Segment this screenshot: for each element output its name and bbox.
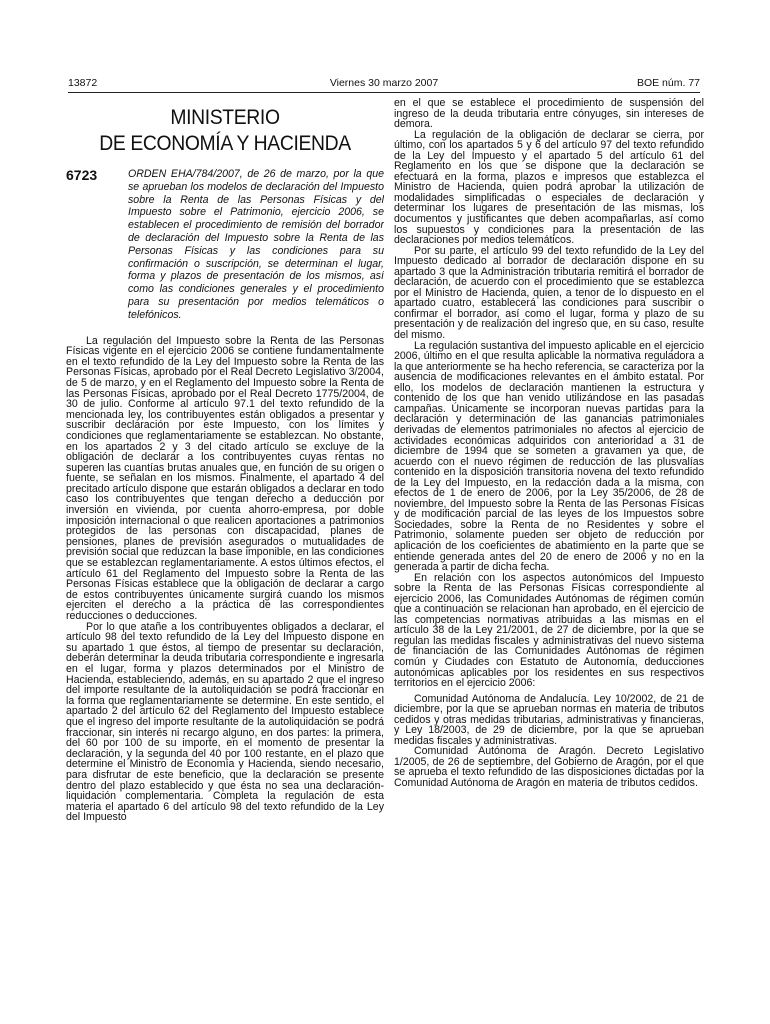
issue-date: Viernes 30 marzo 2007 [329,77,439,89]
right-column [394,98,704,998]
body-paragraph: Comunidad Autónoma de Andalucía. Ley 10/2002, de 21 de diciembre, por la que se aprueban normas en materia de tributos cedidos y otras medidas tributarias, administrativas y financieras, y Ley 18/2003, de 29 de diciembre, por la que se aprueban medidas fiscales y administrativas. [394,692,704,747]
body-paragraph: Por su parte, el artículo 99 del texto refundido de la Ley del Impuesto dedicado al borrador de declaración dispone en su apartado 3 que la Administración tributaria remitirá el borrador de declaración, de acuerdo con el procedimiento que se establezca por el Ministro de Hacienda, quien, a tenor de lo dispuesto en el apartado cuatro, establecerá las condiciones para suscribir o confirmar el borrador, así como el lugar, forma y plazo de su presentación y de realización del ingreso que, en su caso, resulte del mismo. [394,244,704,342]
page-number: 13872 [68,77,98,89]
body-paragraph: La regulación de la obligación de declarar se cierra, por último, con los apartados 5 y 6 del artículo 97 del texto refundido de la Ley del Impuesto y el apartado 5 del artículo 61 del Reglamento en los que se dispone que la declaración se efectuará en la forma, plazos e impresos que establezca el Ministro de Hacienda, quien podrá aprobar la utilización de modalidades simplificadas o especiales de declaración y determinar los lugares de presentación de las mismas, los documentos y justificantes que deben acompañarlas, así como los supuestos y condiciones para la presentación de las declaraciones por medios telemáticos. [394,128,704,247]
order-number: 6723 [66,167,98,183]
ministry-line-2: DE ECONOMÍA Y HACIENDA [99,131,351,155]
order-title: ORDEN EHA/784/2007, de 26 de marzo, por la que se aprueban los modelos de declaración del Impuesto sobre la Renta de las Personas Físicas y del Impuesto sobre el Patrimonio, ejercicio 2006, se establecen el procedimiento de remisión del borrador de declaración del Impuesto sobre la Renta de las Personas Físicas y las condiciones para su confirmación o suscripción, se determinan el lugar, forma y plazos de presentación de los mismos, así como las condiciones generales y el procedimiento para su presentación por medios telemáticos o telefónicos. [128,168,384,321]
ministry-line-1: MINISTERIO [170,105,280,129]
order-block [66,168,384,322]
left-column [66,98,384,998]
page-header [68,76,700,90]
body-paragraph: Comunidad Autónoma de Aragón. Decreto Legislativo 1/2005, de 26 de septiembre, del Gobierno de Aragón, por el que se aprueba el texto refundido de las disposiciones dictadas por la Comunidad Autónoma de Aragón en materia de tributos cedidos. [394,745,704,789]
header-rule [68,92,700,93]
body-paragraph: La regulación sustantiva del impuesto aplicable en el ejercicio 2006, último en el que resulta aplicable la normativa reguladora a la que anteriormente se ha hecho referencia, se caracteriza por la ausencia de modificaciones relevantes en el ámbito estatal. Por ello, los modelos de declaración mantienen la estructura y contenido de los que han venido utilizándose en las pasadas campañas. Únicamente se incorporan nuevas partidas para la declaración y determinación de las ganancias patrimoniales derivadas de elementos patrimoniales no afectos al ejercicio de actividades económicas adquiridos con anterioridad a 31 de diciembre de 1994 que se someten a gravamen ya que, de acuerdo con el nuevo régimen de reducción de las plusvalías contenido en la disposición transitoria novena del texto refundido de la Ley del Impuesto, en la redacción dada a la misma, con efectos de 1 de enero de 2006, por la Ley 35/2006, de 28 de noviembre, del Impuesto sobre la Renta de las Personas Físicas y de modificación parcial de las leyes de los Impuestos sobre Sociedades, sobre la Renta de no Residentes y sobre el Patrimonio, solamente pueden ser objeto de reducción por aplicación de los coeficientes de abatimiento en la parte que se entiende generada antes del 20 de enero de 2006 y no en la generada a partir de dicha fecha. [394,339,704,574]
body-paragraph: en el que se establece el procedimiento de suspensión del ingreso de la deuda tributaria entre cónyuges, sin intereses de demora. [394,98,704,131]
bulletin-number: BOE núm. 77 [636,77,700,89]
body-paragraph: La regulación del Impuesto sobre la Renta de las Personas Físicas vigente en el ejercicio 2006 se contiene fundamentalmente en el texto refundido de la Ley del Impuesto sobre la Renta de las Personas Físicas, aprobado por el Real Decreto Legislativo 3/2004, de 5 de marzo, y en el Reglamento del Impuesto sobre la Renta de las Personas Físicas, aprobado por el Real Decreto 1775/2004, de 30 de julio. Conforme al artículo 97.1 del texto refundido de la mencionada ley, los contribuyentes están obligados a presentar y suscribir declaración por este Impuesto, con los límites y condiciones que reglamentariamente se establezcan. No obstante, en los apartados 2 y 3 del citado artículo se excluye de la obligación de declarar a los contribuyentes cuyas rentas no superen las cuantías brutas anuales que, en función de su origen o fuente, se señalan en los mismos. Finalmente, el apartado 4 del precitado artículo dispone que estarán obligados a declarar en todo caso los contribuyentes que tengan derecho a deducción por inversión en vivienda, por cuenta ahorro-empresa, por doble imposición internacional o que realicen aportaciones a patrimonios protegidos de las personas con discapacidad, planes de pensiones, planes de previsión asegurados o mutualidades de previsión social que reduzcan la base imponible, en las condiciones que se establezcan reglamentariamente. A estos últimos efectos, el artículo 61 del Reglamento del Impuesto sobre la Renta de las Personas Físicas establece que la obligación de declarar a cargo de estos contribuyentes únicamente surgirá cuando los mismos ejerciten el derecho a la práctica de las correspondientes reducciones o deducciones. [66,334,384,622]
body-paragraph: Por lo que atañe a los contribuyentes obligados a declarar, el artículo 98 del texto refundido de la Ley del Impuesto dispone en su apartado 1 que éstos, al tiempo de presentar su declaración, deberán determinar la deuda tributaria correspondiente e ingresarla en el lugar, forma y plazos determinados por el Ministro de Hacienda, estableciendo, además, en su apartado 2 que el ingreso del importe resultante de la autoliquidación se podrá fraccionar en la forma que reglamentariamente se determine. En este sentido, el apartado 2 del artículo 62 del Reglamento del Impuesto establece que el ingreso del importe resultante de la autoliquidación se podrá fraccionar, sin interés ni recargo alguno, en dos partes: la primera, del 60 por 100 de su importe, en el momento de presentar la declaración, y la segunda del 40 por 100 restante, en el plazo que determine el Ministro de Economía y Hacienda, siendo necesario, para disfrutar de este beneficio, que la declaración se presente dentro del plazo establecido y que ésta no sea una declaración-liquidación complementaria. Completa la regulación de esta materia el apartado 6 del artículo 98 del texto refundido de la Ley del Impuesto [66,620,384,824]
ministry-heading [82,104,368,156]
body-paragraph: En relación con los aspectos autonómicos del Impuesto sobre la Renta de las Personas Físicas correspondiente al ejercicio 2006, las Comunidades Autónomas de régimen común que a continuación se relacionan han aprobado, en el ejercicio de las competencias normativas atribuidas a las mismas en el artículo 38 de la Ley 21/2001, de 27 de diciembre, por la que se regulan las medidas fiscales y administrativas del nuevo sistema de financiación de las Comunidades Autónomas de régimen común y Ciudades con Estatuto de Autonomía, deducciones autonómicas aplicables por los residentes en sus respectivos territorios en el ejercicio 2006: [394,571,704,690]
